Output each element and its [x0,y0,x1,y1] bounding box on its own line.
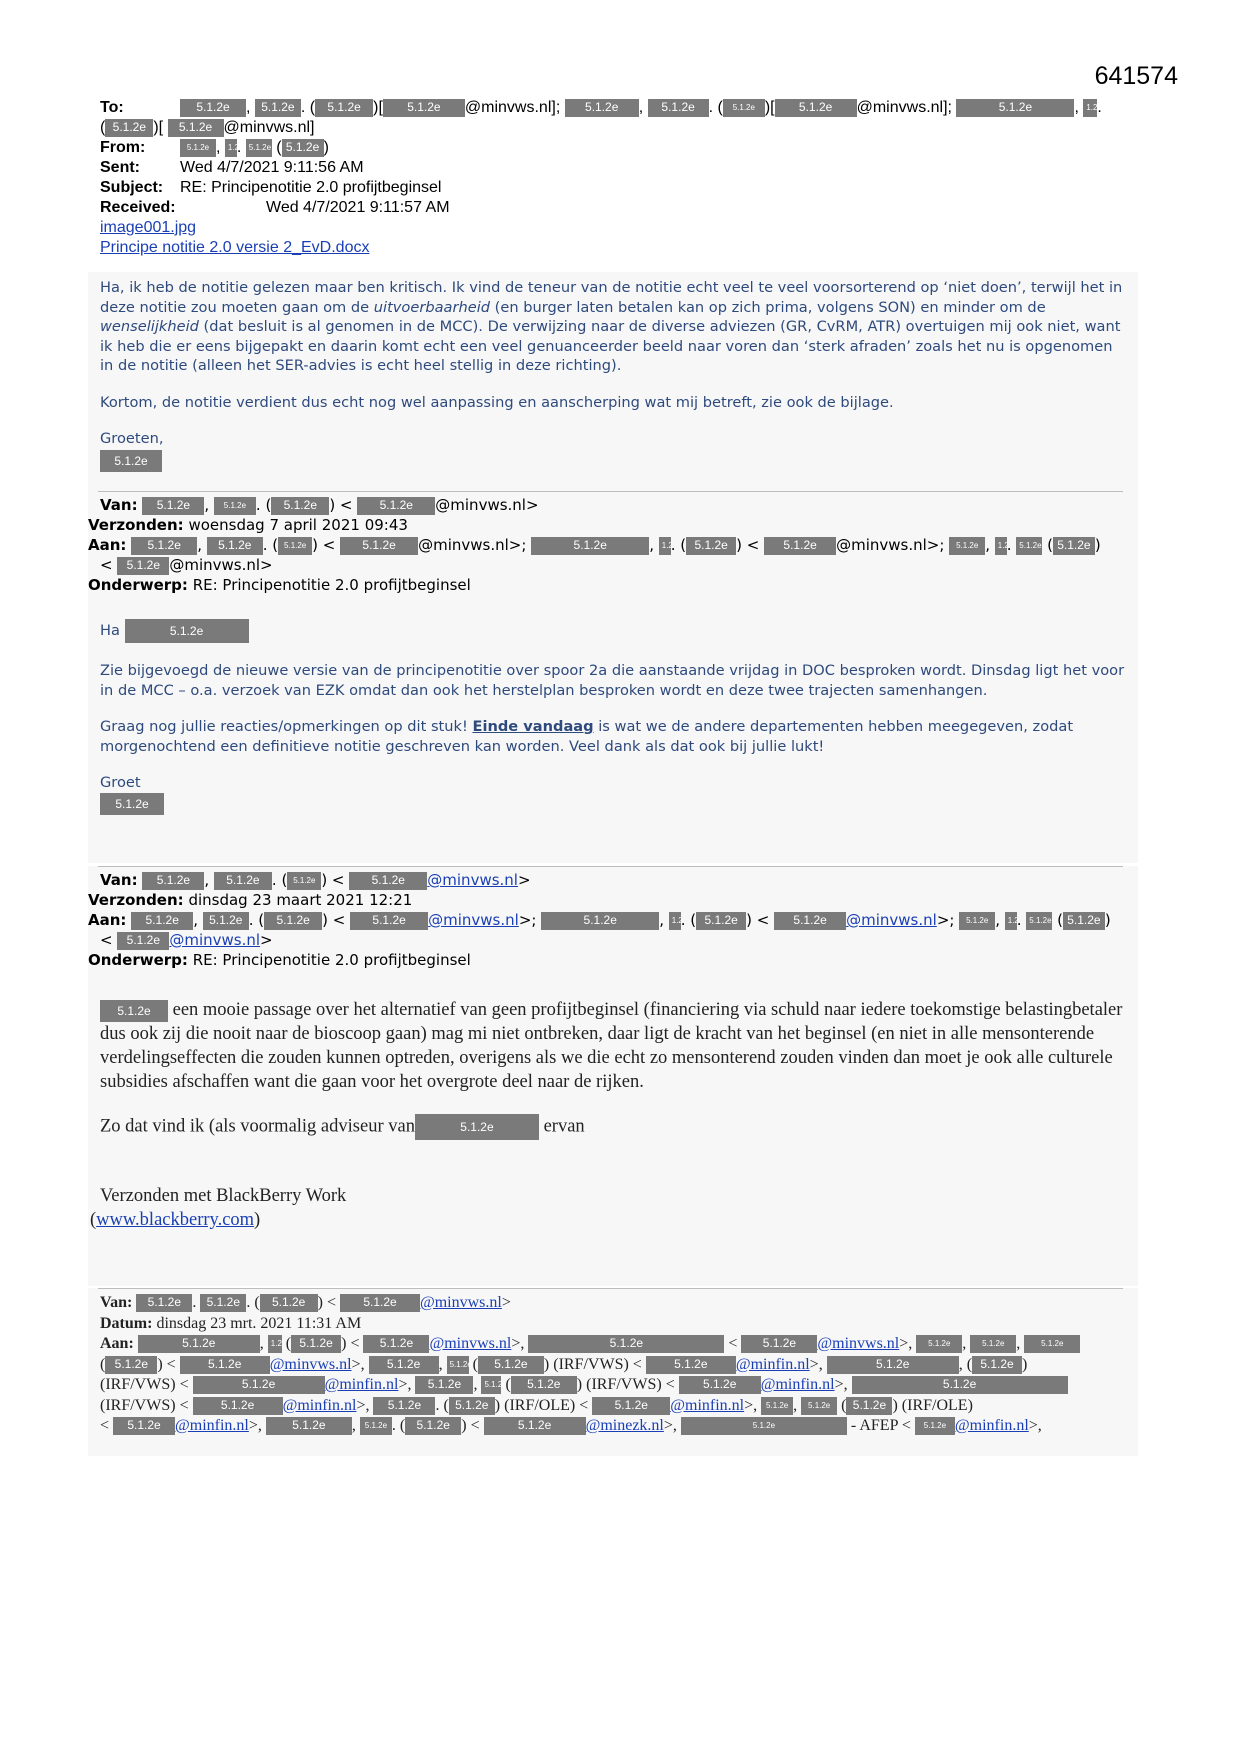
email-domain: @minvws.nl] [223,119,315,136]
redaction: 5.1.2e [484,1417,586,1435]
message-2: Van: 5.1.2e , 5.1.2e . ( 5.1.2e ) < 5.1.2e @minvws.nl> Verzonden: woensdag 7 april 2021 09:43 Aan: 5.1.2e , 5.1.2e . ( 5.1.2e ) < 5.1.2e @minvws.nl>; 5.1.2e , 1.2. ( 5.1.2e ) < 5.1.2e @minvws.nl>; 5.1.2e , 1.2. 5.1.2e ( 5.1.2e ) < 5.1.2e @minvws.nl> Onderwerp: RE: Principenotitie 2.0 profijtbeginsel Ha 5.1.2e Zie bijgevoegd de nieuwe versie van de principenotitie over spoor 2a die aanstaande vrijdag in DOC besproken wordt. Dinsdag ligt het voor in de MCC – o.a. verzoek van EZK omdat dan ook het herstelplan besproken wordt en deze twee trajecten samenhangen. Graag nog jullie reacties/opmerkingen op dit stuk! Einde vandaag is wat we de andere departementen hebben meegegeven, zodat morgenochtend een definitieve notitie geschreven kan worden. Veel dank als dat ook bij jullie lukt! Groet 5.1.2e [88,491,1138,863]
redaction: 5.1.2e [360,1417,392,1435]
message-4: Van: 5.1.2e . 5.1.2e . ( 5.1.2e ) < 5.1.2e @minvws.nl> Datum: dinsdag 23 mrt. 2021 11:31 AM Aan: 5.1.2e , 1.2 ( 5.1.2e ) < 5.1.2e @minvws.nl>, 5.1.2e < 5.1.2e @minvws.nl>, 5.1.2e , 5.1.2e , 5.1.2e ( 5.1.2e ) < 5.1.2e @minvws.nl>, 5.1.2e , 5.1.2e ( 5.1.2e ) (IRF/VWS) < 5.1.2e @minfin.nl>, 5.1.2e , ( 5.1.2e ) (IRF/VWS) < 5.1.2e @minfin.nl>, 5.1.2e , 5.1.2e ( 5.1.2e ) (IRF/VWS) < 5.1.2e @minfin.nl>, 5.1.2e (IRF/VWS) < 5.1.2e @minfin.nl>, 5.1.2e . ( 5.1.2e ) (IRF/OLE) < 5.1.2e @minfin.nl>, 5.1.2e , 5.1.2e ( 5.1.2e ) (IRF/OLE) < 5.1.2e @minfin.nl>, 5.1.2e , 5.1.2e . ( 5.1.2e ) < 5.1.2e @minezk.nl>, 5.1.2e - AFEP < 5.1.2e @minfin.nl>, [88,1288,1138,1456]
redaction: 5.1.2e [970,1335,1016,1353]
redaction: 5.1.2e [117,557,169,575]
van-label: Van: [100,1294,133,1311]
redaction: 5.1.2e [449,1397,495,1415]
redaction: 5.1.2e [349,872,427,890]
redaction: 5.1.2e [125,619,249,643]
email-link[interactable]: @minfin.nl [282,1396,357,1414]
redaction: 5.1.2e [383,99,465,117]
attachment-link-image[interactable]: image001.jpg [100,219,197,236]
redaction: 5.1.2e [350,912,428,930]
redaction: 5.1.2e [291,1335,341,1353]
redaction: 1.2 [225,139,237,157]
redaction: 1.2 [1083,99,1097,117]
redaction: 5.1.2e [287,872,321,890]
message-paragraph [100,1114,1124,1140]
redaction: 5.1.2e [801,1397,837,1415]
email-link[interactable]: @minfin.nl [954,1417,1029,1434]
onderwerp-value: RE: Principenotitie 2.0 profijtbeginsel [192,951,471,969]
message-paragraph: Zie bijgevoegd de nieuwe versie van de principenotitie over spoor 2a die aanstaande vrijdag in DOC besproken wordt. Dinsdag ligt het voor in de MCC – o.a. verzoek van EZK omdat dan ook het herstelplan besproken wordt en deze twee trajecten samenhangen. [100,662,1125,699]
message-3: Van: 5.1.2e , 5.1.2e . ( 5.1.2e ) < 5.1.2e @minvws.nl> Verzonden: dinsdag 23 maart 2021 12:21 Aan: 5.1.2e , 5.1.2e . ( 5.1.2e ) < 5.1.2e @minvws.nl>; 5.1.2e , 1.2. ( 5.1.2e ) < 5.1.2e @minvws.nl>; 5.1.2e , 1.2. 5.1.2e ( 5.1.2e ) < 5.1.2e @minvws.nl> Onderwerp: RE: Principenotitie 2.0 profijtbeginsel 5.1.2e een mooie passage over het alternatief van geen profijtbeginsel (financiering via schuld naar iedere toekomstige belastingbetaler dus ook zij die nooit naar de bioscoop gaan) mag mi niet ontbreken, daar ligt de kracht van het beginsel (en niet in alle mensonterende verdelingseffecten die zouden kunnen optreden, overigens als we die echt zo mensonterend zouden vinden dan moet je ook alle culturele subsidies afschaffen want die gaan voor het overgrote deel naar de rijken. Zo dat vind ik (als voormalig adviseur van 5.1.2e ervan Verzonden met BlackBerry Work (www.blackberry.com) [88,866,1138,1286]
van-label: Van: [100,871,138,889]
from-label: From: [100,139,146,156]
message-text: een mooie passage over het alternatief van geen profijtbeginsel (financiering via schuld naar iedere toekomstige belastingbetaler dus ook zij die nooit naar de bioscoop gaan) mag mi niet ontbreken, daar ligt de kracht van het beginsel (en niet in alle mensonterende verdelingseffecten die zouden kunnen optreden, overigens als we die echt zo mensonterend zouden vinden dan moet je ook alle culturele subsidies afschaffen want die gaan voor het overgrote deel naar de rijken. [100,1000,1123,1092]
to-row: To: 5.1.2e , 5.1.2e . ( 5.1.2e )[ 5.1.2e @minvws.nl]; 5.1.2e , 5.1.2e . ( 5.1.2e )[ 5.1.2e @minvws.nl]; 5.1.2e , 1.2. [100,99,1102,116]
attachment-row [100,218,1130,238]
redaction: 5.1.2e [282,139,324,157]
closing: Groet [100,774,141,791]
to-label: To: [100,99,124,116]
email-link[interactable]: @minfin.nl [670,1396,745,1414]
redaction: 5.1.2e [541,912,659,930]
aan-label: Aan: [88,911,127,929]
from-row: From: 5.1.2e , 1.2. 5.1.2e ( 5.1.2e ) [100,139,329,156]
redaction: 5.1.2e [180,99,246,117]
email-domain: @minvws.nl]; [464,99,561,116]
email-link[interactable]: @minvws.nl [817,1335,900,1352]
redaction: 5.1.2e [528,1335,724,1353]
onderwerp-value: RE: Principenotitie 2.0 profijtbeginsel [192,576,471,594]
redaction: 5.1.2e [340,537,418,555]
redaction: 5.1.2e [142,872,204,890]
sent-label: Sent: [100,159,140,176]
email-link[interactable]: @minvws.nl [428,911,519,929]
redaction: 5.1.2e [207,537,263,555]
redaction: 5.1.2e [260,1294,318,1312]
redaction: 5.1.2e [278,537,312,555]
redaction: 5.1.2e [696,912,746,930]
message-text: ervan [543,1116,585,1137]
message-text: is wat we de andere departementen hebben meegegeven, zodat morgenochtend een definitieve notitie geschreven kan worden. Veel dank als dat ook bij jullie lukt! [100,718,1074,755]
redaction: 5.1.2e [846,1397,892,1415]
redaction: 5.1.2e [363,1335,429,1353]
redaction: 5.1.2e [131,912,193,930]
message-paragraph: Kortom, de notitie verdient dus echt nog wel aanpassing en aanscherping wat mij betreft, zie ook de bijlage. [100,393,894,411]
redaction: 5.1.2e [774,912,846,930]
redaction: 5.1.2e [949,537,985,555]
redaction: 5.1.2e [1024,1335,1080,1353]
aan-label: Aan: [88,536,127,554]
redaction: 5.1.2e [741,1335,817,1353]
email-link[interactable]: @minvws.nl [169,931,261,949]
email-header [100,98,1130,258]
redaction: 5.1.2e [1016,537,1042,555]
sent-value: Wed 4/7/2021 9:11:56 AM [180,159,364,176]
redaction: 5.1.2e [915,1417,955,1435]
van-label: Van: [100,496,138,514]
redaction: 1.2 [669,912,681,930]
redaction: 5.1.2e [959,912,995,930]
redaction: 5.1.2e [369,1356,439,1374]
subject-value: RE: Principenotitie 2.0 profijtbeginsel [180,179,442,196]
redaction: 5.1.2e [136,1294,192,1312]
redaction: 5.1.2e [916,1335,962,1353]
subject-row [100,178,1130,198]
email-link[interactable]: @minfin.nl [175,1417,249,1434]
message-text: Zo dat vind ik (als voormalig adviseur van [100,1116,415,1137]
redaction: 5.1.2e [956,99,1074,117]
redaction: 5.1.2e [246,139,272,157]
received-label: Received: [100,199,176,216]
irf-vws-text: ) (IRF/VWS) [543,1355,629,1373]
email-link[interactable]: @minfin.nl [324,1376,399,1393]
redaction: 5.1.2e [447,1356,469,1374]
aan-label: Aan: [100,1335,134,1352]
sent-row [100,158,1130,178]
email-link[interactable]: @minezk.nl [585,1417,664,1434]
redaction: 1.2 [659,537,671,555]
redaction: 5.1.2e [481,1376,501,1394]
redaction: 5.1.2e [415,1114,539,1140]
redaction: 5.1.2e [200,1294,246,1312]
irf-vws-text: (IRF/VWS) [100,1396,176,1414]
to-row-cont: ( 5.1.2e )[ 5.1.2e @minvws.nl] [100,119,315,136]
subject-label: Subject: [100,179,164,196]
irf-ole-text: ) (IRF/OLE) [494,1396,576,1414]
message-text: Graag nog jullie reacties/opmerkingen op dit stuk! [100,718,468,735]
document-number: 641574 [1094,62,1178,90]
redaction: 5.1.2e [203,912,249,930]
redaction: 5.1.2e [264,912,322,930]
redaction: 5.1.2e [679,1376,761,1394]
redaction: 5.1.2e [193,1397,283,1415]
redaction: 5.1.2e [266,1417,352,1435]
redaction: 5.1.2e [142,497,204,515]
redaction: 5.1.2e [105,119,153,137]
email-link[interactable]: @minvws.nl [269,1355,352,1373]
blackberry-link[interactable]: www.blackberry.com [96,1210,255,1230]
received-value: Wed 4/7/2021 9:11:57 AM [266,199,450,216]
redaction: 5.1.2e [478,1356,544,1374]
irf-ole-text: ) (IRF/OLE) [892,1396,973,1414]
redaction: 5.1.2e [100,793,164,815]
attachment-link-docx[interactable]: Principe notitie 2.0 versie 2_EvD.docx [100,239,370,256]
email-link[interactable]: @minfin.nl [760,1376,835,1393]
redaction: 5.1.2e [405,1417,461,1435]
signature: Verzonden met BlackBerry Work [100,1186,347,1206]
redaction: 5.1.2e [1053,537,1095,555]
onderwerp-label: Onderwerp: [88,576,188,594]
received-row [100,198,1130,218]
redaction: 5.1.2e [271,497,329,515]
datum-label: Datum: [100,1314,153,1332]
redaction: 5.1.2e [531,537,649,555]
redaction: 5.1.2e [972,1356,1022,1374]
email-domain: @minvws.nl]; [856,99,952,116]
afep-text: - AFEP [850,1417,898,1434]
redaction: 5.1.2e [138,1335,260,1353]
redaction: 5.1.2e [1063,912,1105,930]
redaction: 5.1.2e [131,537,197,555]
email-domain: @minvws.nl>; [418,536,527,554]
redaction: 5.1.2e [511,1376,577,1394]
redaction: 5.1.2e [565,99,639,117]
redaction: 5.1.2e [681,1417,847,1435]
closing: Groeten, [100,430,164,447]
email-domain: @minvws.nl> [435,496,539,514]
redaction: 5.1.2e [214,872,272,890]
redaction: 5.1.2e [105,1356,157,1374]
email-link[interactable]: @minvws.nl [846,911,937,929]
redaction: 5.1.2e [168,119,224,137]
redaction: 5.1.2e [373,1397,435,1415]
redaction: 1.2 [268,1335,282,1353]
greeting: Ha [100,622,120,639]
redaction: 5.1.2e [827,1356,959,1374]
redaction: 5.1.2e [357,497,435,515]
redaction: 5.1.2e [193,1376,325,1394]
redaction: 5.1.2e [180,139,216,157]
attachment-row [100,238,1130,258]
irf-vws-text: ) (IRF/VWS) [576,1376,662,1393]
redaction: 5.1.2e [646,1356,736,1374]
message-paragraph [100,998,1124,1094]
redaction: 5.1.2e [180,1356,270,1374]
verzonden-value: woensdag 7 april 2021 09:43 [188,516,408,534]
redaction: 5.1.2e [592,1397,670,1415]
redaction: 5.1.2e [117,932,169,950]
email-link[interactable]: @minvws.nl [427,871,518,889]
redaction: 5.1.2e [852,1376,1068,1394]
redaction: 5.1.2e [214,497,256,515]
email-link[interactable]: @minvws.nl [429,1335,512,1352]
redaction: 5.1.2e [775,99,857,117]
irf-vws-text: (IRF/VWS) [100,1376,176,1393]
redaction: 5.1.2e [686,537,736,555]
redaction: 5.1.2e [113,1417,175,1435]
redaction: 5.1.2e [100,1000,168,1022]
redaction: 1.2 [1005,912,1017,930]
redaction: 5.1.2e [100,450,162,472]
redaction: 5.1.2e [723,99,765,117]
redaction: 5.1.2e [315,99,373,117]
email-domain: @minvws.nl> [169,556,273,574]
datum-value: dinsdag 23 mrt. 2021 11:31 AM [156,1314,362,1332]
email-link[interactable]: @minvws.nl [420,1294,502,1311]
redaction: 5.1.2e [255,99,301,117]
redaction: 5.1.2e [1026,912,1052,930]
redaction: 5.1.2e [764,537,836,555]
onderwerp-label: Onderwerp: [88,951,188,969]
verzonden-value: dinsdag 23 maart 2021 12:21 [188,891,413,909]
verzonden-label: Verzonden: [88,516,184,534]
email-domain: @minvws.nl>; [836,536,945,554]
redaction: 5.1.2e [761,1397,793,1415]
redaction: 5.1.2e [415,1376,473,1394]
email-link[interactable]: @minfin.nl [735,1355,810,1373]
message-paragraph: Ha, ik heb de notitie gelezen maar ben kritisch. Ik vind de teneur van de notitie echt veel te veel voorsorterend op ‘niet doen’, terwijl het in deze notitie zou moeten gaan om de uitvoerbaarheid (en burger laten betalen kan op zich prima, volgens SON) en minder om de wenselijkheid (dat besluit is al genomen in de MCC). De verwijzing naar de diverse adviezen (GR, CvRM, ATR) overtuigen mij ook niet, want ik heb die er eens bijgepakt en daarin komt echt een veel genuanceerder beeld naar voren dan ‘sterk afraden’ zoals het nu is opgenomen in de notitie (alleen het SER-advies is echt heel stellig in deze richting). [100,279,1123,374]
redaction: 5.1.2e [340,1294,420,1312]
verzonden-label: Verzonden: [88,891,184,909]
redaction: 5.1.2e [648,99,709,117]
redaction: 1.2 [995,537,1007,555]
deadline-emphasis: Einde vandaag [472,718,594,735]
signature-link-row: (www.blackberry.com) [90,1210,261,1230]
message-1 [88,272,1138,494]
